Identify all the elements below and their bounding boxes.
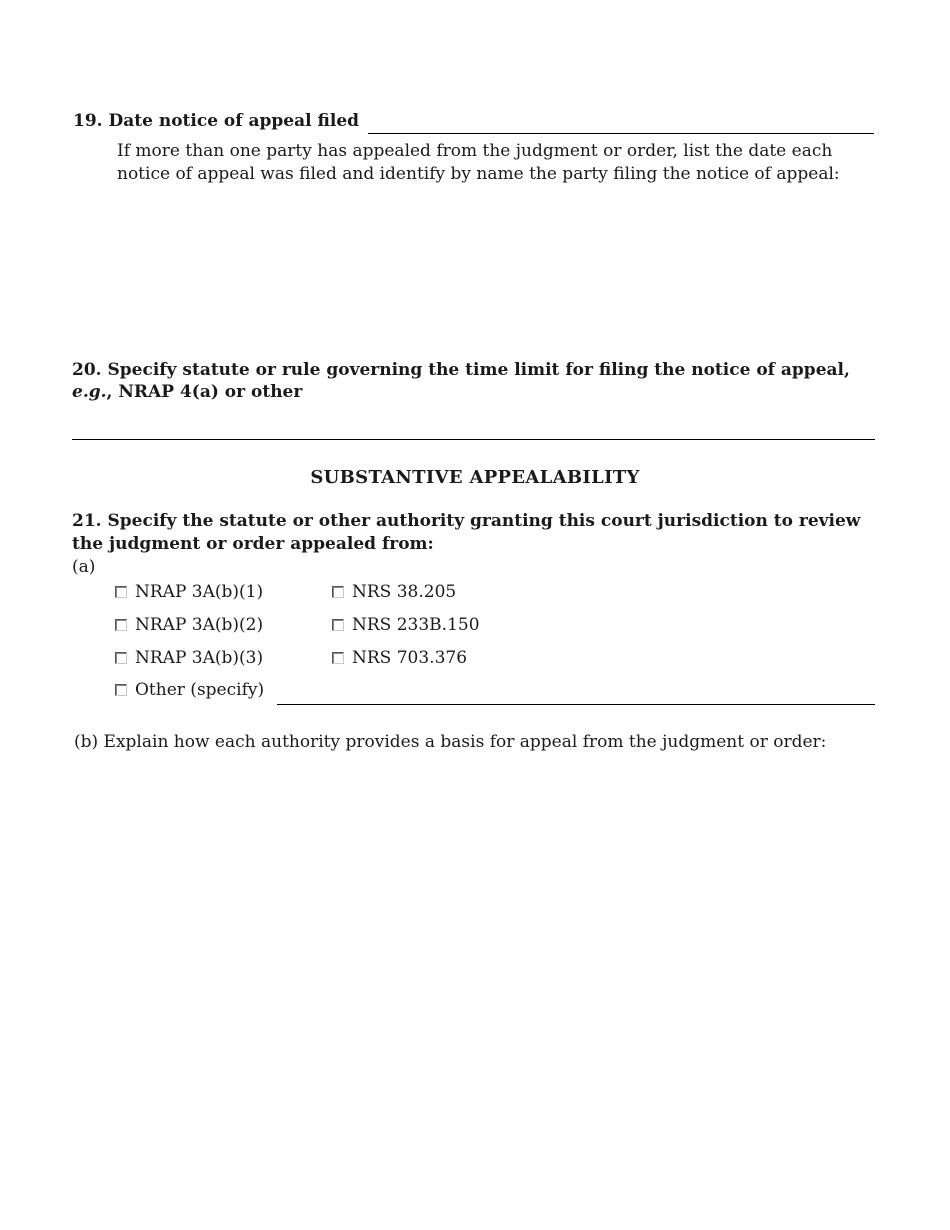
q21-explanation-textarea[interactable]: [74, 765, 878, 1149]
q20-label-rest: , NRAP 4(a) or other: [106, 382, 303, 402]
other-specify-input[interactable]: [277, 682, 876, 704]
option-nrs-38-205[interactable]: [332, 582, 456, 602]
q19-label: 19. Date notice of appeal filed: [73, 111, 360, 131]
option-label: NRS 233B.150: [352, 615, 480, 635]
option-nrap-3a-b-1[interactable]: [115, 582, 263, 602]
checkbox-nrap-3a-b-1[interactable]: [115, 586, 127, 598]
checkbox-other-specify[interactable]: [115, 684, 127, 696]
option-nrap-3a-b-2[interactable]: [115, 615, 263, 635]
q21-sub-b: (b) Explain how each authority provides a basis for appeal from the judgment or order:: [74, 732, 827, 752]
checkbox-nrap-3a-b-2[interactable]: [115, 619, 127, 631]
q20-label-line1: 20. Specify statute or rule governing the time limit for filing the notice of appeal,: [72, 360, 850, 380]
q19-date-input[interactable]: [368, 112, 877, 134]
other-specify-line: [277, 704, 875, 705]
option-label: Other (specify): [135, 680, 265, 700]
q19-parties-textarea[interactable]: [117, 195, 861, 339]
option-label: NRAP 3A(b)(3): [135, 648, 264, 668]
checkbox-nrs-233b-150[interactable]: [332, 619, 344, 631]
q21-label-line1: 21. Specify the statute or other authority granting this court jurisdiction to review: [72, 511, 861, 531]
q21-sub-a: (a): [72, 557, 96, 577]
option-label: NRS 38.205: [352, 582, 457, 602]
option-nrap-3a-b-3[interactable]: [115, 648, 263, 668]
option-nrs-703-376[interactable]: [332, 648, 467, 668]
section-heading: SUBSTANTIVE APPEALABILITY: [310, 467, 640, 488]
option-label: NRS 703.376: [352, 648, 468, 668]
option-other-specify[interactable]: [115, 680, 264, 700]
checkbox-nrs-703-376[interactable]: [332, 652, 344, 664]
q20-input[interactable]: [72, 414, 876, 438]
option-label: NRAP 3A(b)(2): [135, 615, 264, 635]
q19-instruction: If more than one party has appealed from the judgment or order, list the date each notice of appeal was filed and identify by name the party filing the notice of appeal:: [117, 141, 840, 184]
option-label: NRAP 3A(b)(1): [135, 582, 264, 602]
checkbox-nrap-3a-b-3[interactable]: [115, 652, 127, 664]
option-nrs-233b-150[interactable]: [332, 615, 480, 635]
q20-line: [72, 439, 875, 440]
q20-label-line2: [72, 382, 302, 402]
checkbox-nrs-38-205[interactable]: [332, 586, 344, 598]
q21-label-line2: the judgment or order appealed from:: [72, 534, 434, 554]
q19-date-line: [368, 133, 874, 134]
q20-eg: e.g.: [72, 382, 107, 402]
